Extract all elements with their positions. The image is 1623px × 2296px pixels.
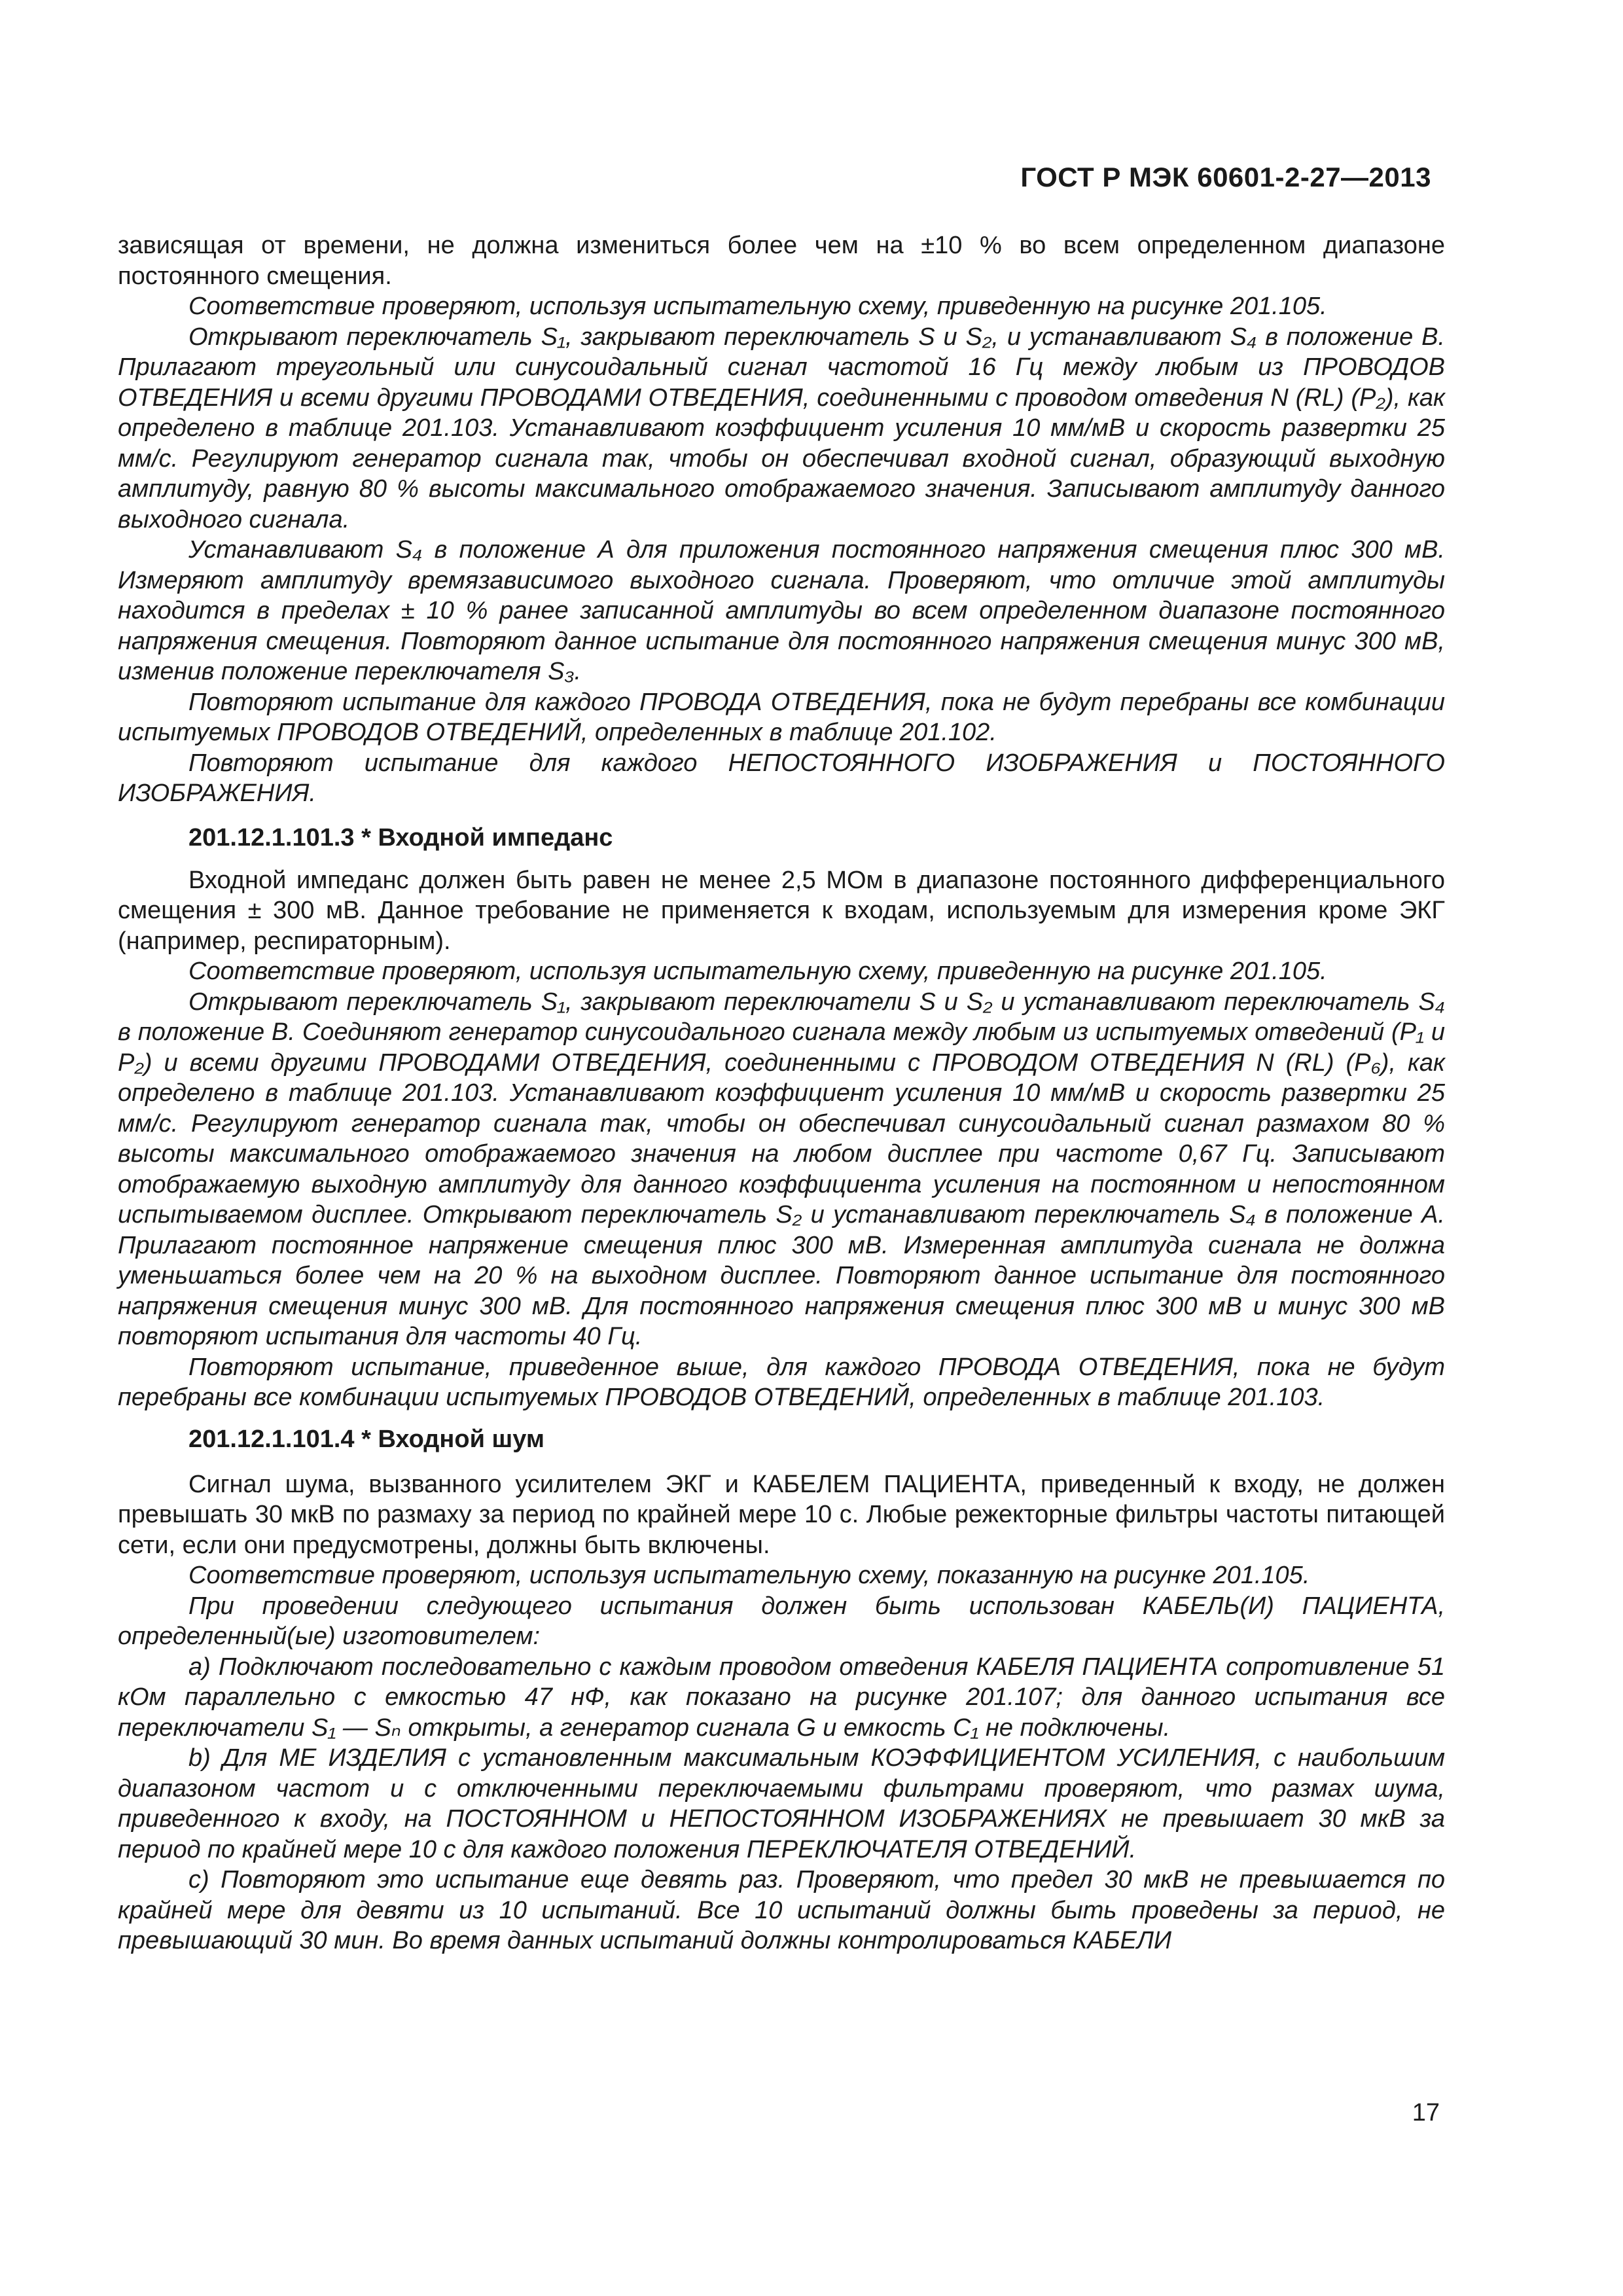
list-item: а) Подключают последовательно с каждым проводом отведения КАБЕЛЯ ПАЦИЕНТА сопротивление 51 кОм параллельно с емкостью 47 нФ, как показано на рисунке 201.107; для данного испытания все переключатели S₁ — Sₙ открыты, а генератор сигнала G и емкость C₁ не подключены. [118, 1653, 1445, 1742]
list-item: с) Повторяют это испытание еще девять раз. Проверяют, что предел 30 мкВ не превышается по крайней мере для девяти из 10 испытаний. Все 10 испытаний должны быть проведены за период, не превышающий 30 мин. Во время данных испытаний должны контролироваться КАБЕЛИ [118, 1866, 1445, 1954]
paragraph: Соответствие проверяют, используя испытательную схему, приведенную на рисунке 201.105. [188, 958, 1327, 985]
paragraph: Соответствие проверяют, используя испытательную схему, показанную на рисунке 201.105. [188, 1562, 1310, 1589]
paragraph: Соответствие проверяют, используя испытательную схему, приведенную на рисунке 201.105. [188, 293, 1327, 320]
list-item: b) Для МЕ ИЗДЕЛИЯ с установленным максимальным КОЭФФИЦИЕНТОМ УСИЛЕНИЯ, с наибольшим диапазоном частот и с отключенными переключаемыми фильтрами проверяют, что размах шума, приведенного к входу, на ПОСТОЯННОМ и НЕПОСТОЯННОМ ИЗОБРАЖЕНИЯХ не превышает 30 мкВ за период по крайней мере 10 с для каждого положения ПЕРЕКЛЮЧАТЕЛЯ ОТВЕДЕНИЙ. [118, 1744, 1445, 1863]
page-number: 17 [1412, 2099, 1440, 2126]
document-body [118, 230, 1445, 1956]
paragraph: При проведении следующего испытания должен быть использован КАБЕЛЬ(И) ПАЦИЕНТА, определенный(ые) изготовителем: [118, 1592, 1445, 1650]
paragraph: Повторяют испытание для каждого ПРОВОДА ОТВЕДЕНИЯ, пока не будут перебраны все комбинации испытуемых ПРОВОДОВ ОТВЕДЕНИЙ, определенных в таблице 201.102. [118, 688, 1445, 746]
paragraph: Устанавливают S₄ в положение А для приложения постоянного напряжения смещения плюс 300 мВ. Измеряют амплитуду времязависимого выходного сигнала. Проверяют, что отличие этой амплитуды находится в пределах ± 10 % ранее записанной амплитуды во всем определенном диапазоне постоянного напряжения смещения. Повторяют данное испытание для постоянного напряжения смещения минус 300 мВ, изменив положение переключателя S₃. [118, 536, 1445, 685]
section-heading: 201.12.1.101.3 * Входной импеданс [188, 823, 613, 852]
paragraph: Открывают переключатель S₁, закрывают переключатели S и S₂ и устанавливают переключатель S₄ в положение В. Соединяют генератор синусоидального сигнала между любым из испытуемых отведений (P₁ и P₂) и всеми другими ПРОВОДАМИ ОТВЕДЕНИЯ, соединенными с ПРОВОДОМ ОТВЕДЕНИЯ N (RL) (P₆), как определено в таблице 201.103. Устанавливают коэффициент усиления 10 мм/мВ и скорость развертки 25 мм/с. Регулируют генератор сигнала так, чтобы он обеспечивал синусоидальный сигнал размахом 80 % высоты максимального отображаемого значения на любом дисплее при частоте 0,67 Гц. Записывают отображаемую выходную амплитуду для данного коэффициента усиления на постоянном и непостоянном испытываемом дисплее. Открывают переключатель S₂ и устанавливают переключатель S₄ в положение А. Прилагают постоянное напряжение смещения плюс 300 мВ. Измеренная амплитуда сигнала не должна уменьшаться более чем на 20 % на выходном дисплее. Повторяют данное испытание для постоянного напряжения смещения минус 300 мВ. Для постоянного напряжения смещения плюс 300 мВ и минус 300 мВ повторяют испытания для частоты 40 Гц. [118, 988, 1445, 1350]
paragraph: Сигнал шума, вызванного усилителем ЭКГ и КАБЕЛЕМ ПАЦИЕНТА, приведенный к входу, не должен превышать 30 мкВ по размаху за период по крайней мере 10 с. Любые режекторные фильтры частоты питающей сети, если они предусмотрены, должны быть включены. [118, 1470, 1445, 1559]
paragraph: зависящая от времени, не должна измениться более чем на ±10 % во всем определенном диапазоне постоянного смещения. [118, 232, 1445, 290]
paragraph: Повторяют испытание для каждого НЕПОСТОЯННОГО ИЗОБРАЖЕНИЯ и ПОСТОЯННОГО ИЗОБРАЖЕНИЯ. [118, 749, 1445, 807]
document-header: ГОСТ Р МЭК 60601-2-27—2013 [1020, 162, 1431, 192]
paragraph: Входной импеданс должен быть равен не менее 2,5 МОм в диапазоне постоянного дифференциального смещения ± 300 мВ. Данное требование не применяется к входам, используемым для измерения кроме ЭКГ (например, респираторным). [118, 866, 1445, 955]
paragraph: Повторяют испытание, приведенное выше, для каждого ПРОВОДА ОТВЕДЕНИЯ, пока не будут перебраны все комбинации испытуемых ПРОВОДОВ ОТВЕДЕНИЙ, определенных в таблице 201.103. [118, 1353, 1445, 1411]
paragraph: Открывают переключатель S₁, закрывают переключатель S и S₂, и устанавливают S₄ в положение В. Прилагают треугольный или синусоидальный сигнал частотой 16 Гц между любым из ПРОВОДОВ ОТВЕДЕНИЯ и всеми другими ПРОВОДАМИ ОТВЕДЕНИЯ, соединенными с проводом отведения N (RL) (P₂), как определено в таблице 201.103. Устанавливают коэффициент усиления 10 мм/мВ и скорость развертки 25 мм/с. Регулируют генератор сигнала так, чтобы он обеспечивал входной сигнал, образующий выходную амплитуду, равную 80 % высоты максимального отображаемого значения. Записывают амплитуду данного выходного сигнала. [118, 323, 1445, 533]
section-heading: 201.12.1.101.4 * Входной шум [188, 1425, 544, 1453]
